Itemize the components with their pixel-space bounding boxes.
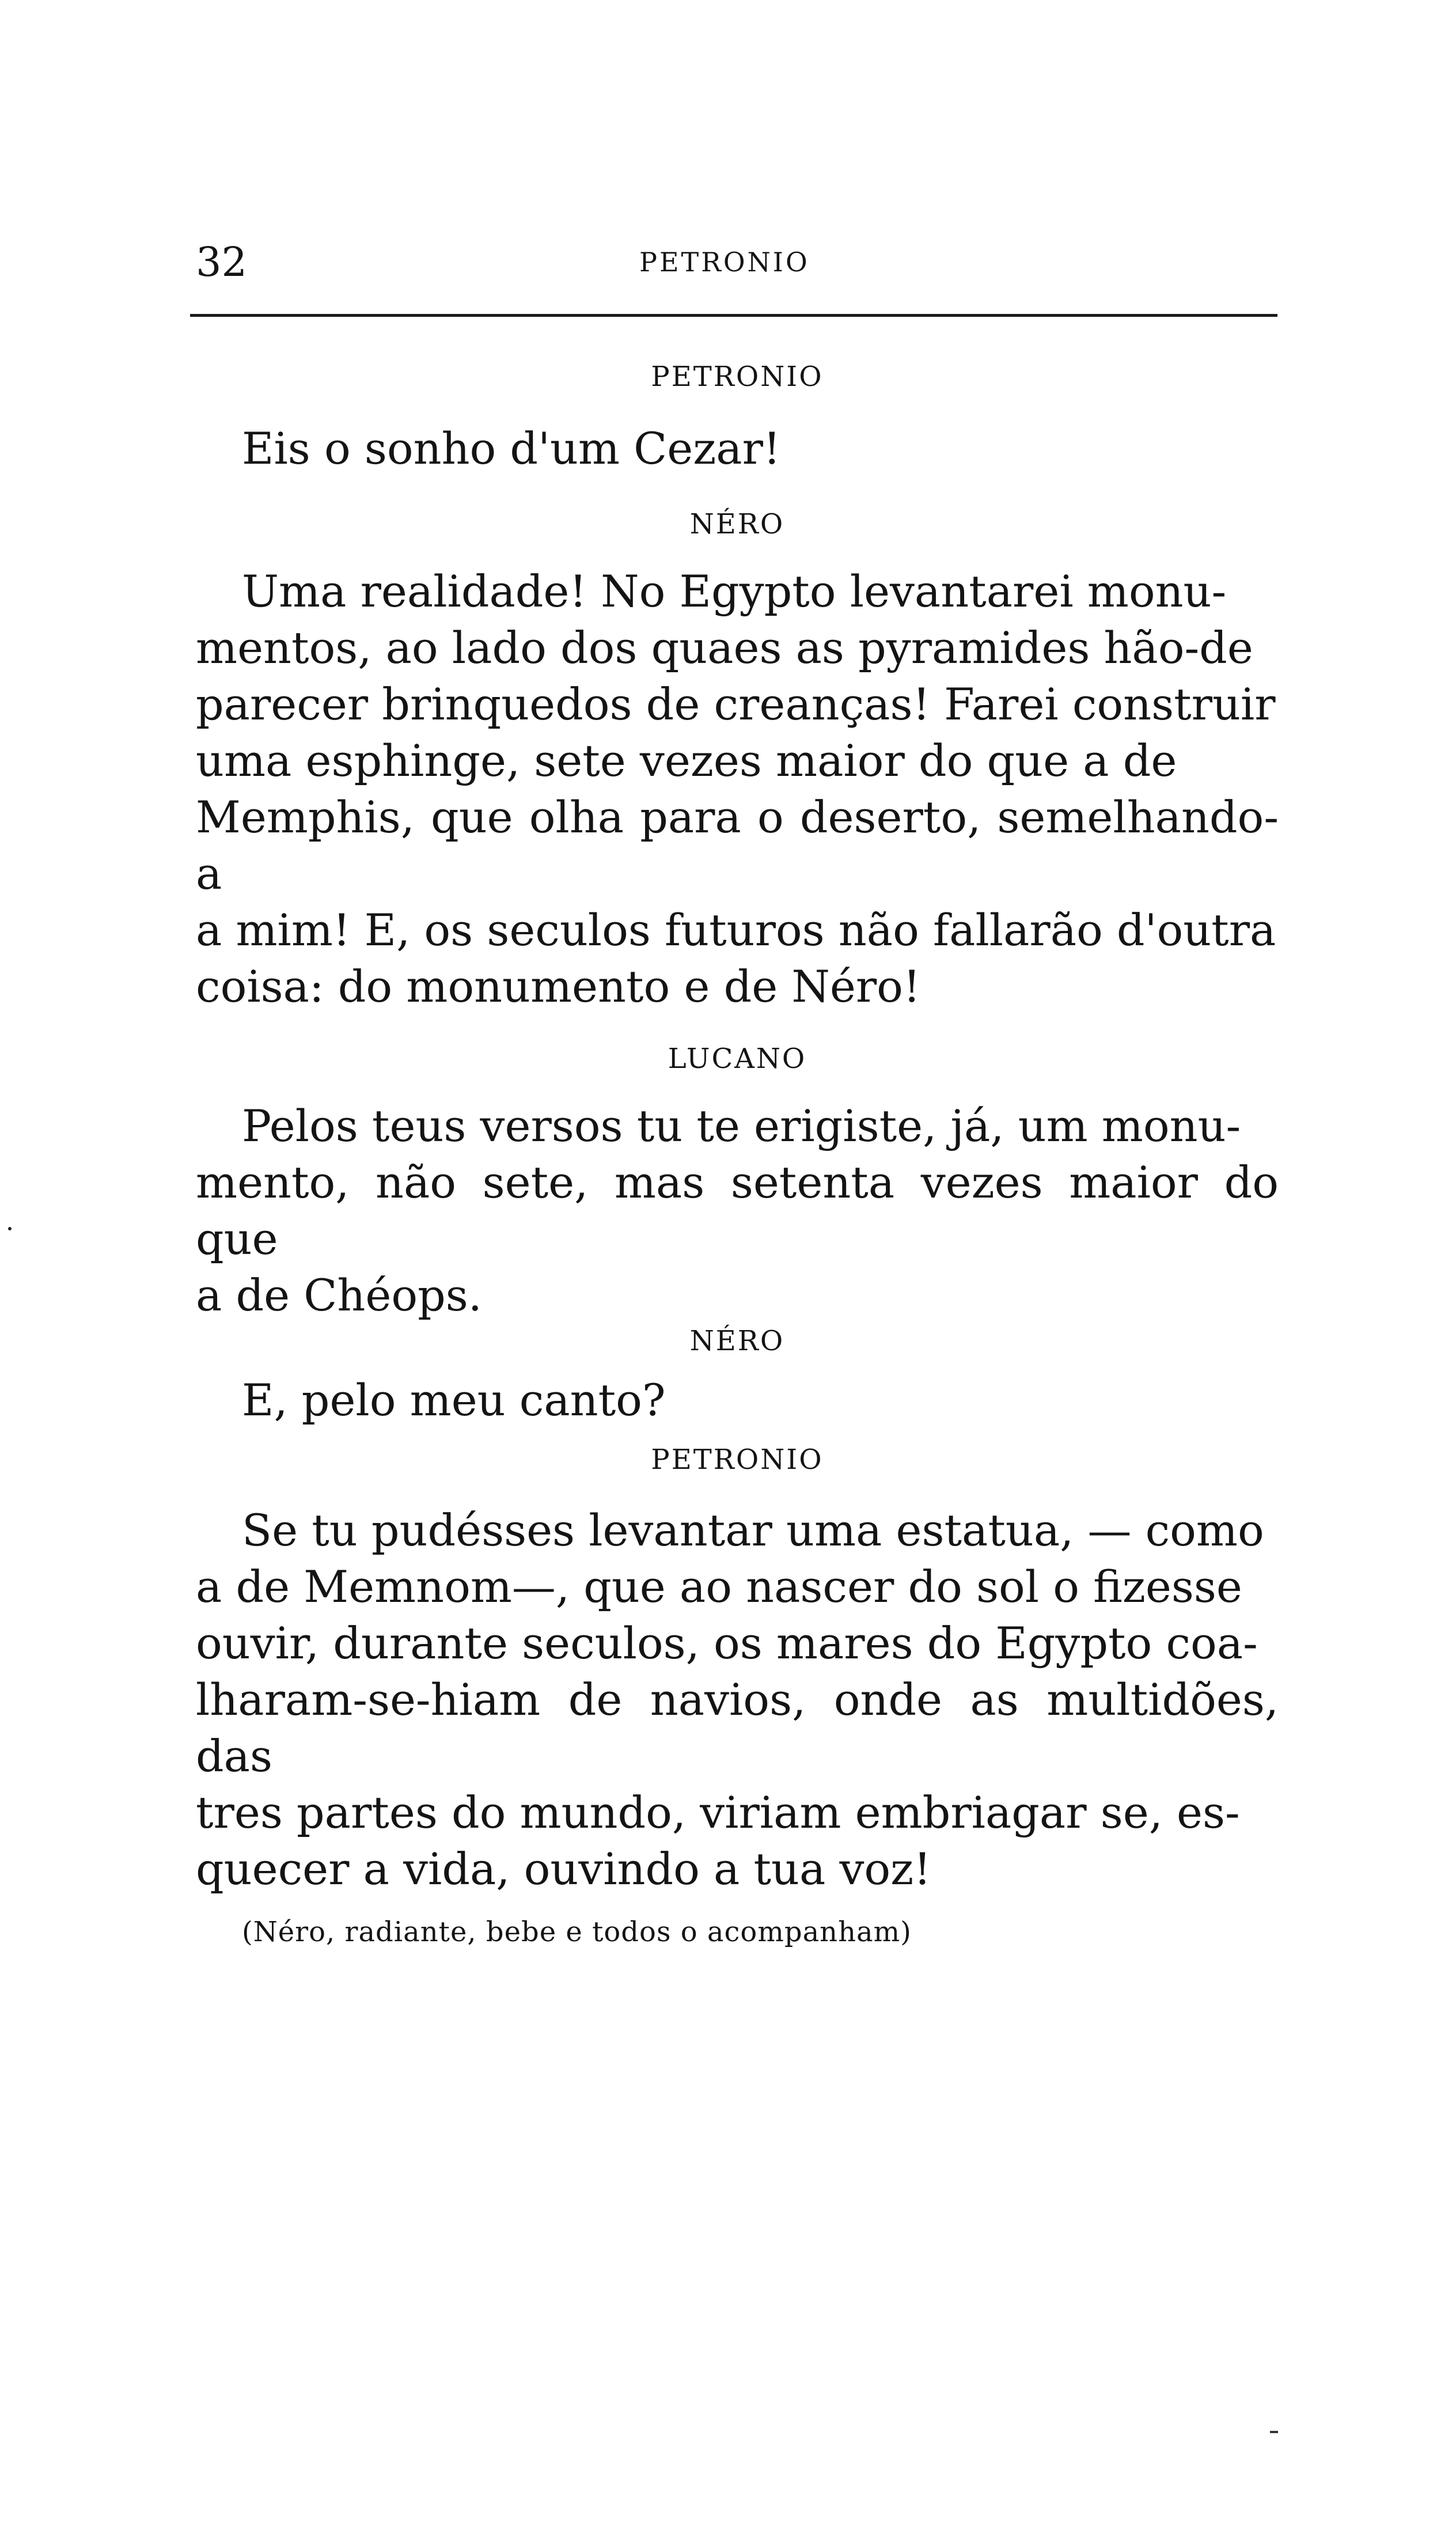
speech-line: ouvir, durante seculos, os mares do Egypto coa- [196,1617,1258,1669]
speech-line: mentos, ao lado dos quaes as pyramides hão-de [196,622,1253,673]
speech-line: a de Chéops. [196,1270,482,1321]
speech-line: quecer a vida, ouvindo a tua voz! [196,1843,931,1895]
speech-line: a mim! E, os seculos futuros não fallarão d'outra [196,904,1276,956]
margin-speck [8,1227,12,1230]
speech-line: Se tu pudésses levantar uma estatua, — como [242,1505,1264,1556]
header-rule [190,314,1277,317]
speaker-name: PETRONIO [651,1444,824,1476]
speaker-name: NÉRO [689,508,785,540]
stage-direction: (Néro, radiante, bebe e todos o acompanham) [242,1916,912,1948]
speech-line: mento, não sete, mas setenta vezes maior do que [196,1157,1279,1264]
speech-line: Eis o sonho d'um Cezar! [242,423,781,474]
speech-line: uma esphinge, sete vezes maior do que a de [196,735,1177,786]
play-text [196,346,1279,1946]
speech [196,1372,1279,1429]
speech-line: E, pelo meu canto? [242,1374,666,1426]
speech [196,1098,1279,1324]
speech-line: Uma realidade! No Egypto levantarei monu- [242,566,1227,617]
speech [196,420,1279,477]
speech-line: tres partes do mundo, viriam embriagar se, es- [196,1787,1240,1838]
speech-line: lharam-se-hiam de navios, onde as multidões, das [196,1674,1279,1782]
speaker-name: PETRONIO [651,361,824,393]
speech [196,563,1279,1015]
bottom-mark [1270,2431,1278,2433]
speech [196,1502,1279,1897]
speaker-name: LUCANO [668,1043,807,1075]
speech-line: parecer brinquedos de creanças! Farei construir [196,679,1276,730]
speech-line: coisa: do monumento e de Néro! [196,961,921,1012]
speech-line: Pelos teus versos tu te erigiste, já, um monu- [242,1100,1241,1151]
speech-line: Memphis, que olha para o deserto, semelhando-a [196,791,1279,899]
page-number: 32 [196,238,248,286]
speech-line: a de Memnom—, que ao nascer do sol o fizesse [196,1561,1242,1612]
running-title: PETRONIO [639,247,810,278]
speaker-name: NÉRO [689,1325,785,1357]
